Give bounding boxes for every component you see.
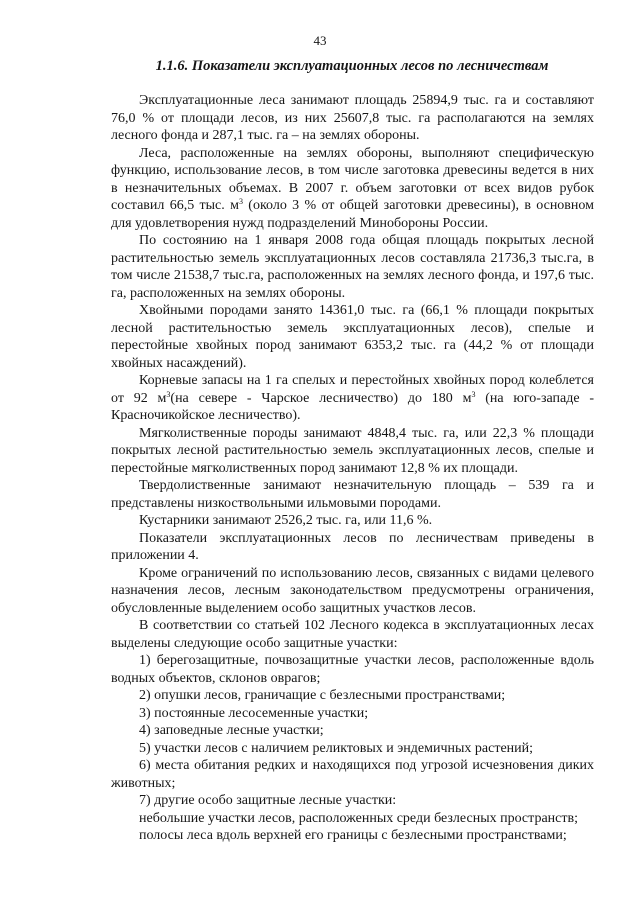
list-item: 5) участки лесов с наличием реликтовых и эндемичных растений; — [139, 740, 534, 756]
paragraph: В соответствии со статьей 102 Лесного кодекса в эксплуатационных лесах выделены следующие особо защитные участки: — [111, 618, 594, 651]
paragraph: По состоянию на 1 января 2008 года общая площадь покрытых лесной растительностью земель эксплуатационных лесов составляла 21736,3 тыс.га, в том числе 21538,7 тыс.га, расположенных на землях лесного фонда, и 197,6 тыс. га, расположенных на землях обороны. — [111, 233, 594, 301]
paragraph-text: (на юго-западе - Красночикойское лесничество). — [111, 390, 595, 423]
list-item: 4) заповедные лесные участки; — [139, 723, 324, 738]
sub-list-item: небольшие участки лесов, расположенных среди безлесных пространств; — [139, 810, 578, 826]
paragraph: Эксплуатационные леса занимают площадь 25894,9 тыс. га и составляют 76,0 % от площади лесов, из них 25607,8 тыс. га располагаются на землях лесного фонда и 287,1 тыс. га – на землях обороны. — [111, 93, 594, 143]
list-item: 2) опушки лесов, граничащие с безлесными пространствами; — [139, 688, 506, 703]
paragraph-text: Корневые запасы на 1 га спелых и перестойных хвойных пород колеблется от 92 м — [111, 373, 594, 406]
paragraph: Показатели эксплуатационных лесов по лесничествам приведены в приложении 4. — [111, 530, 594, 563]
sub-list-item: полосы леса вдоль верхней его границы с безлесными пространствами; — [139, 828, 567, 843]
paragraph: Кроме ограничений по использованию лесов, связанных с видами целевого назначения лесов, лесным законодательством предусмотрены ограничения, обусловленные выделением особо защитных участков лесов. — [111, 565, 594, 616]
paragraph: Твердолиственные занимают незначительную площадь – 539 га и представлены низкоствольными ильмовыми породами. — [111, 478, 594, 511]
superscript: 3 — [238, 197, 243, 206]
paragraph: Кустарники занимают 2526,2 тыс. га, или 11,6 %. — [139, 513, 433, 528]
page-number: 43 — [313, 33, 327, 48]
superscript: 3 — [471, 389, 476, 399]
body-text — [111, 92, 594, 845]
superscript: 3 — [166, 389, 171, 399]
paragraph-text: (около 3 % от общей заготовки древесины), в основном для удовлетворения нужд подразделений Минобороны России. — [111, 198, 595, 231]
paragraph-text: (на севере - Чарское лесничество) до 180 м — [170, 390, 472, 406]
paragraph: Хвойными породами занято 14361,0 тыс. га (66,1 % площади покрытых лесной растительностью земель эксплуатационных лесов), спелые и перестойные хвойных пород занимают 6353,2 тыс. га (44,2 % от площади хвойных насаждений). — [111, 303, 594, 371]
list-item: 3) постоянные лесосеменные участки; — [139, 705, 369, 721]
paragraph-text: Леса, расположенные на землях обороны, выполняют специфическую функцию, использование лесов, в том числе заготовка древесины ведется в них в незначительных объемах. В 2007 г. объем заготовки от всех видов рубок составил 66,5 тыс. м — [111, 145, 594, 213]
paragraph — [111, 372, 594, 425]
paragraph — [111, 145, 594, 233]
list-item: 6) места обитания редких и находящихся под угрозой исчезновения диких животных; — [111, 758, 594, 791]
list-item: 1) берегозащитные, почвозащитные участки лесов, расположенные вдоль водных объектов, склонов оврагов; — [111, 653, 594, 686]
list-item: 7) другие особо защитные лесные участки: — [139, 793, 397, 808]
paragraph: Мягколиственные породы занимают 4848,4 тыс. га, или 22,3 % площади покрытых лесной растительностью земель эксплуатационных лесов, спелые и перестойные мягколиственных пород занимают 12,8 % их площади. — [111, 425, 594, 476]
section-title: 1.1.6. Показатели эксплуатационных лесов по лесничествам — [155, 58, 549, 74]
